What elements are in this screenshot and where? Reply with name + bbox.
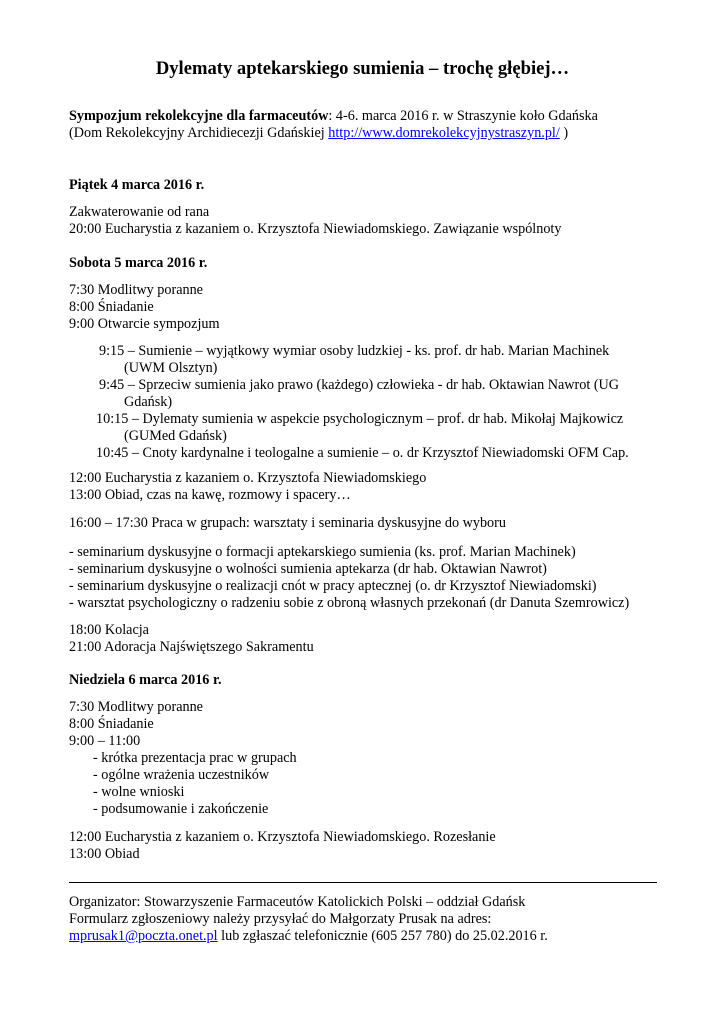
- schedule-item: 7:30 Modlitwy poranne: [69, 282, 203, 298]
- saturday-heading: Sobota 5 marca 2016 r.: [69, 255, 208, 271]
- saturday-evening: [69, 622, 665, 656]
- workshops-header: 16:00 – 17:30 Praca w grupach: warsztaty i seminaria dyskusyjne do wyboru: [69, 515, 506, 531]
- contact-info: lub zgłaszać telefonicznie (605 257 780) do 25.02.2016 r.: [217, 928, 548, 944]
- lecture-item: [0, 343, 665, 377]
- sunday-subitems: [69, 750, 665, 818]
- schedule-item: 8:00 Śniadanie: [69, 716, 154, 732]
- schedule-item: 20:00 Eucharystia z kazaniem o. Krzysztofa Niewiadomskiego. Zawiązanie wspólnoty: [69, 221, 562, 237]
- workshop-item: - seminarium dyskusyjne o realizacji cnót w pracy aptecznej (o. dr Krzysztof Niewiadomski): [69, 578, 597, 594]
- lecture-item: [0, 411, 665, 445]
- schedule-item: 21:00 Adoracja Najświętszego Sakramentu: [69, 639, 314, 655]
- workshop-item: - warsztat psychologiczny o radzeniu sobie z obroną własnych przekonań (dr Danuta Szemrowicz): [69, 595, 630, 611]
- organizer: Organizator: Stowarzyszenie Farmaceutów Katolickich Polski – oddział Gdańsk: [69, 894, 526, 910]
- lecture-title: 9:45 – Sprzeciw sumienia jako prawo (każdego) człowieka - dr hab. Oktawian Nawrot (UG: [99, 377, 620, 393]
- footer: [69, 894, 665, 945]
- workshop-list: [69, 544, 665, 612]
- email-link[interactable]: mprusak1@poczta.onet.pl: [69, 928, 218, 944]
- form-info: Formularz zgłoszeniowy należy przysyłać do Małgorzaty Prusak na adres:: [69, 911, 492, 927]
- lecture-title: 10:45 – Cnoty kardynalne i teologalne a sumienie – o. dr Krzysztof Niewiadomski OFM Cap.: [96, 445, 629, 461]
- intro-line-1: [69, 108, 665, 125]
- schedule-item: 9:00 – 11:00: [69, 733, 141, 749]
- intro-venue: (Dom Rekolekcyjny Archidiecezji Gdańskiej: [69, 125, 329, 141]
- intro-line-2: [69, 125, 665, 142]
- subitem: - ogólne wrażenia uczestników: [93, 767, 270, 783]
- footer-divider: [69, 882, 657, 883]
- lecture-affiliation: (UWM Olsztyn): [124, 360, 218, 376]
- schedule-item: 9:00 Otwarcie sympozjum: [69, 316, 220, 332]
- sunday-schedule: [69, 699, 665, 750]
- lecture-item: [0, 445, 665, 462]
- intro-close: ): [559, 125, 569, 141]
- venue-link[interactable]: http://www.domrekolekcyjnystraszyn.pl/: [328, 125, 560, 141]
- lecture-title: 10:15 – Dylematy sumienia w aspekcie psychologicznym – prof. dr hab. Mikołaj Majkowicz: [96, 411, 624, 427]
- workshop-item: - seminarium dyskusyjne o formacji aptekarskiego sumienia (ks. prof. Marian Machinek): [69, 544, 576, 560]
- subitem: - krótka prezentacja prac w grupach: [93, 750, 297, 766]
- schedule-item: 13:00 Obiad, czas na kawę, rozmowy i spacery…: [69, 487, 351, 503]
- subitem: - wolne wnioski: [93, 784, 185, 800]
- saturday-midday: [69, 470, 665, 504]
- schedule-item: 8:00 Śniadanie: [69, 299, 154, 315]
- schedule-item: 12:00 Eucharystia z kazaniem o. Krzysztofa Niewiadomskiego. Rozesłanie: [69, 829, 496, 845]
- schedule-item: 12:00 Eucharystia z kazaniem o. Krzysztofa Niewiadomskiego: [69, 470, 427, 486]
- subitem: - podsumowanie i zakończenie: [93, 801, 269, 817]
- friday-heading: Piątek 4 marca 2016 r.: [69, 177, 205, 193]
- lecture-item: [0, 377, 665, 411]
- lecture-affiliation: Gdańsk): [124, 394, 173, 410]
- workshop-item: - seminarium dyskusyjne o wolności sumienia aptekarza (dr hab. Oktawian Nawrot): [69, 561, 547, 577]
- lecture-title: 9:15 – Sumienie – wyjątkowy wymiar osoby ludzkiej - ks. prof. dr hab. Marian Machinek: [99, 343, 610, 359]
- lecture-affiliation: (GUMed Gdańsk): [124, 428, 227, 444]
- contact-line: [69, 928, 665, 945]
- sunday-heading: Niedziela 6 marca 2016 r.: [69, 672, 222, 688]
- lecture-list: [0, 343, 665, 462]
- sunday-closing: [69, 829, 665, 863]
- intro: [69, 108, 665, 142]
- schedule-item: 18:00 Kolacja: [69, 622, 149, 638]
- schedule-item: 13:00 Obiad: [69, 846, 140, 862]
- page-title: Dylematy aptekarskiego sumienia – trochę głębiej…: [155, 58, 570, 79]
- schedule-item: Zakwaterowanie od rana: [69, 204, 210, 220]
- friday-schedule: [69, 204, 665, 238]
- intro-label: Sympozjum rekolekcyjne dla farmaceutów: [69, 108, 329, 124]
- saturday-schedule: [69, 282, 665, 333]
- schedule-item: 7:30 Modlitwy poranne: [69, 699, 203, 715]
- intro-dates: : 4-6. marca 2016 r. w Straszynie koło Gdańska: [328, 108, 598, 124]
